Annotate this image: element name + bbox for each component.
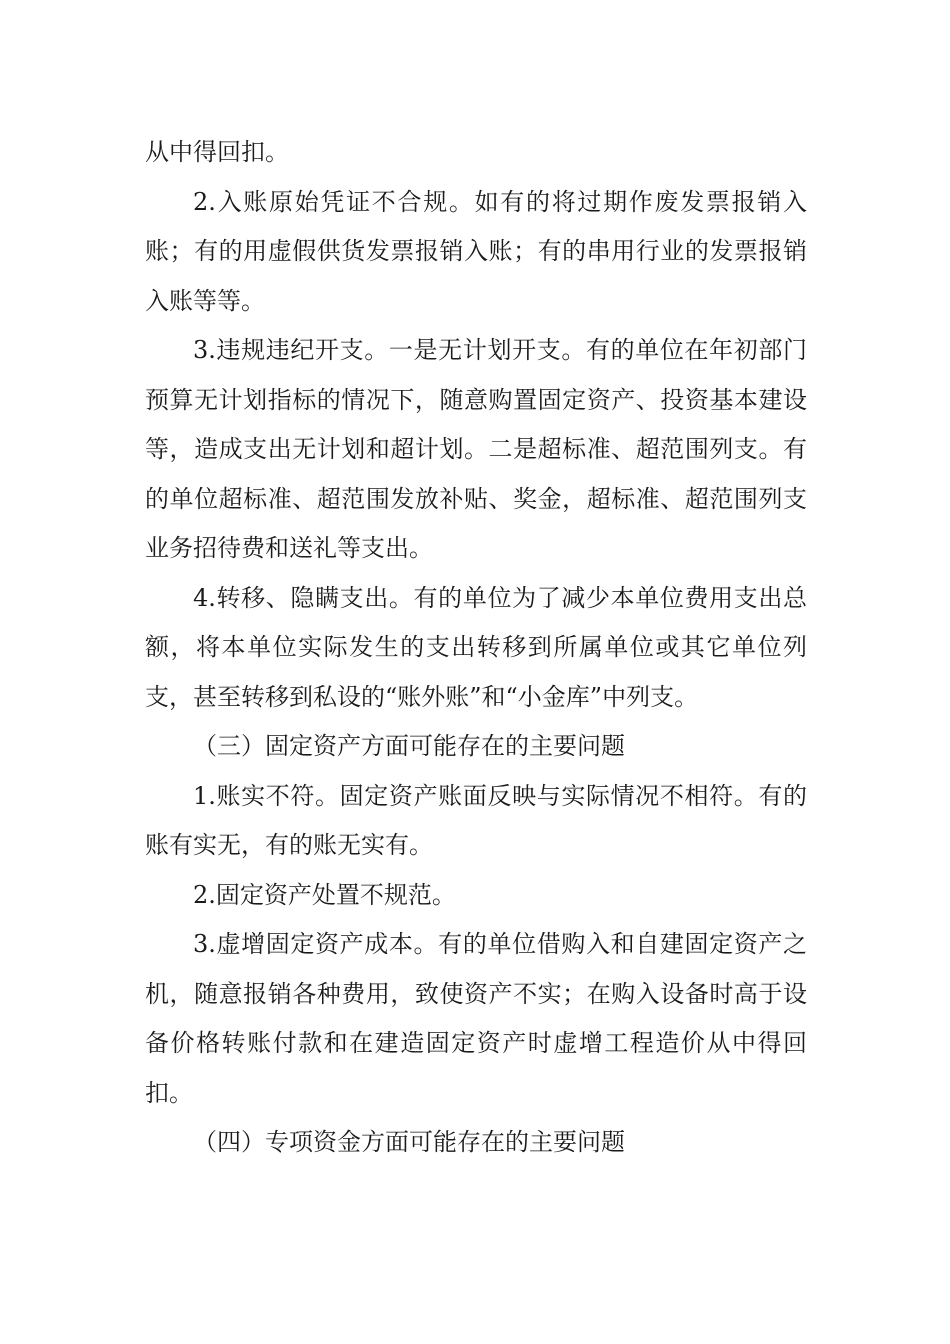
document-body (145, 128, 807, 1168)
paragraph-item-1-account-mismatch: 1.账实不符。固定资产账面反映与实际情况不相符。有的账有实无，有的账无实有。 (145, 781, 807, 859)
section-heading-special-funds: （四）专项资金方面可能存在的主要问题 (193, 1128, 625, 1156)
paragraph-item-2-invalid-vouchers: 2.入账原始凭证不合规。如有的将过期作废发票报销入账；有的用虚假供货发票报销入账；有的串用行业的发票报销入账等等。 (145, 187, 807, 315)
paragraph-item-2-disposal: 2.固定资产处置不规范。 (193, 880, 456, 909)
paragraph-item-3-inflated-cost: 3.虚增固定资产成本。有的单位借购入和自建固定资产之机，随意报销各种费用，致使资产不实；在购入设备时高于设备价格转账付款和在建造固定资产时虚增工程造价从中得回扣。 (145, 930, 807, 1107)
paragraph-item-4-hidden-spending: 4.转移、隐瞒支出。有的单位为了减少本单位费用支出总额，将本单位实际发生的支出转移到所属单位或其它单位列支，甚至转移到私设的“账外账”和“小金库”中列支。 (145, 583, 807, 711)
paragraph-continuation: 从中得回扣。 (145, 138, 289, 166)
paragraph-item-3-irregular-spending: 3.违规违纪开支。一是无计划开支。有的单位在年初部门预算无计划指标的情况下，随意购置固定资产、投资基本建设等，造成支出无计划和超计划。二是超标准、超范围列支。有的单位超标准、超范围发放补贴、奖金，超标准、超范围列支业务招待费和送礼等支出。 (145, 336, 807, 562)
section-heading-fixed-assets: （三）固定资产方面可能存在的主要问题 (193, 732, 625, 760)
